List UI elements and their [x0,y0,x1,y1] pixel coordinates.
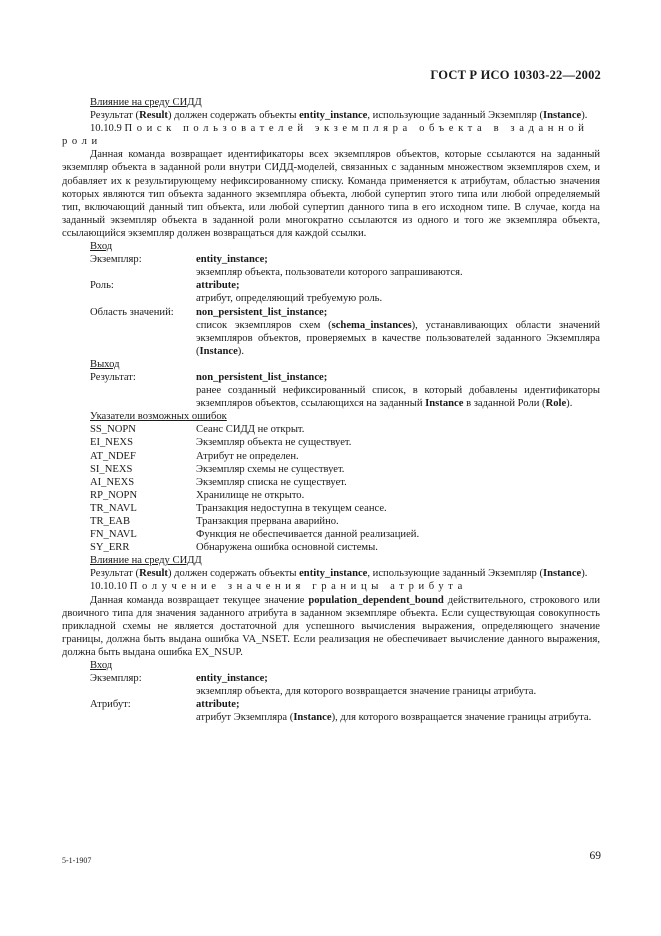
page-number: 69 [589,850,601,862]
error-row: AT_NDEF Атрибут не определен. [90,450,299,462]
error-row: AI_NEXS Экземпляр списка не существует. [90,476,347,488]
param-desc-row: ранее созданный нефиксированный список, в который добавлены идентификаторы экземпляров объектов, ссылающихся на заданный Instance в заданной Роли (Role). [196,385,600,410]
param-row: Роль: attribute; [90,280,240,292]
effect-heading: Влияние на среду СИДД [90,97,202,108]
param-row: Область значений: non_persistent_list_instance; [90,306,328,318]
error-row: RP_NOPN Хранилище не открыто. [90,489,305,501]
effect-text-1: Результат (Result) должен содержать объекты entity_instance, использующие заданный Экземпляр (Instance). [90,110,588,122]
section-description-10-10-9: Данная команда возвращает идентификаторы всех экземпляров объектов, которые ссылаются на заданный экземпляр объекта в заданной роли внутри СИДД-моделей, связанных с заданным множеством экземпляров схем, и добавляет их к результирующему нефиксированному списку. Команда применяется к атрибутам, областью значения которых являются тип объекта заданного экземпляра объекта, любой супертип этого типа или любой определяемый тип, включающий данный тип объекта, или любой супертип данного типа в его исходном типе. В случае, когда на заданный экземпляр объекта в заданной роли многократно ссылаются из одного и того же экземпляра объекта, ссылающийся экземпляр должен возвращаться для каждой ссылки. [62,149,600,239]
param-row: Экземпляр: entity_instance; [90,254,268,266]
param-desc-row: атрибут Экземпляра (Instance), для которого возвращается значение границы атрибута. [196,712,592,724]
param-row: Результат: non_persistent_list_instance; [90,371,328,383]
document-header: ГОСТ Р ИСО 10303-22—2002 [430,68,601,82]
error-row: FN_NAVL Функция не обеспечивается данной реализацией. [90,529,420,541]
param-desc-row: атрибут, определяющий требуемую роль. [196,293,383,305]
error-row: SY_ERR Обнаружена ошибка основной системы. [90,542,378,554]
param-desc-row: экземпляр объекта, пользователи которого запрашиваются. [196,267,463,279]
error-row: TR_NAVL Транзакция недоступна в текущем сеансе. [90,502,387,514]
param-desc-row: список экземпляров схем (schema_instances), устанавливающих области значений экземпляров объектов, проверяемых в качестве пользователей заданного Экземпляра (Instance). [196,319,600,357]
effect-text-2: Результат (Result) должен содержать объекты entity_instance, использующие заданный Экземпляр (Instance). [90,568,588,580]
section-heading-10-10-10: 10.10.10 Получение значения границы атрибута [90,581,467,593]
document-body [62,96,600,725]
output-heading: Выход [90,358,120,370]
param-desc-row: экземпляр объекта, для которого возвращается значение границы атрибута. [196,686,537,698]
input-heading: Вход [90,660,113,672]
error-row: EI_NEXS Экземпляр объекта не существует. [90,437,352,449]
error-row: SI_NEXS Экземпляр схемы не существует. [90,463,345,475]
section-description-10-10-10: Данная команда возвращает текущее значение population_dependent_bound действительного, строкового или двоичного типа для значения заданного атрибута в заданном экземпляре объекта. Если существующая совокупность прикладной схемы не является достаточной для успешного вычисления выражения, определяющего значение границы, должна быть выдана ошибка VA_NSET. Если реализация не обеспечивает вычисление данного выражения, должна быть выдана ошибка EX_NSUP. [62,594,601,658]
error-row: TR_EAB Транзакция прервана аварийно. [90,516,339,527]
section-heading-10-10-9: 10.10.9 Поиск пользователей экземпляра объекта в заданной роли [62,123,589,148]
error-row: SS_NOPN Сеанс СИДД не открыт. [90,424,305,436]
print-code: 5-1-1907 [62,856,92,865]
param-row: Атрибут: attribute; [90,699,240,711]
errors-list [62,423,600,554]
param-row: Экземпляр: entity_instance; [90,673,268,685]
effect-heading: Влияние на среду СИДД [90,555,202,567]
errors-heading: Указатели возможных ошибок [90,411,227,423]
input-heading: Вход [90,241,113,253]
